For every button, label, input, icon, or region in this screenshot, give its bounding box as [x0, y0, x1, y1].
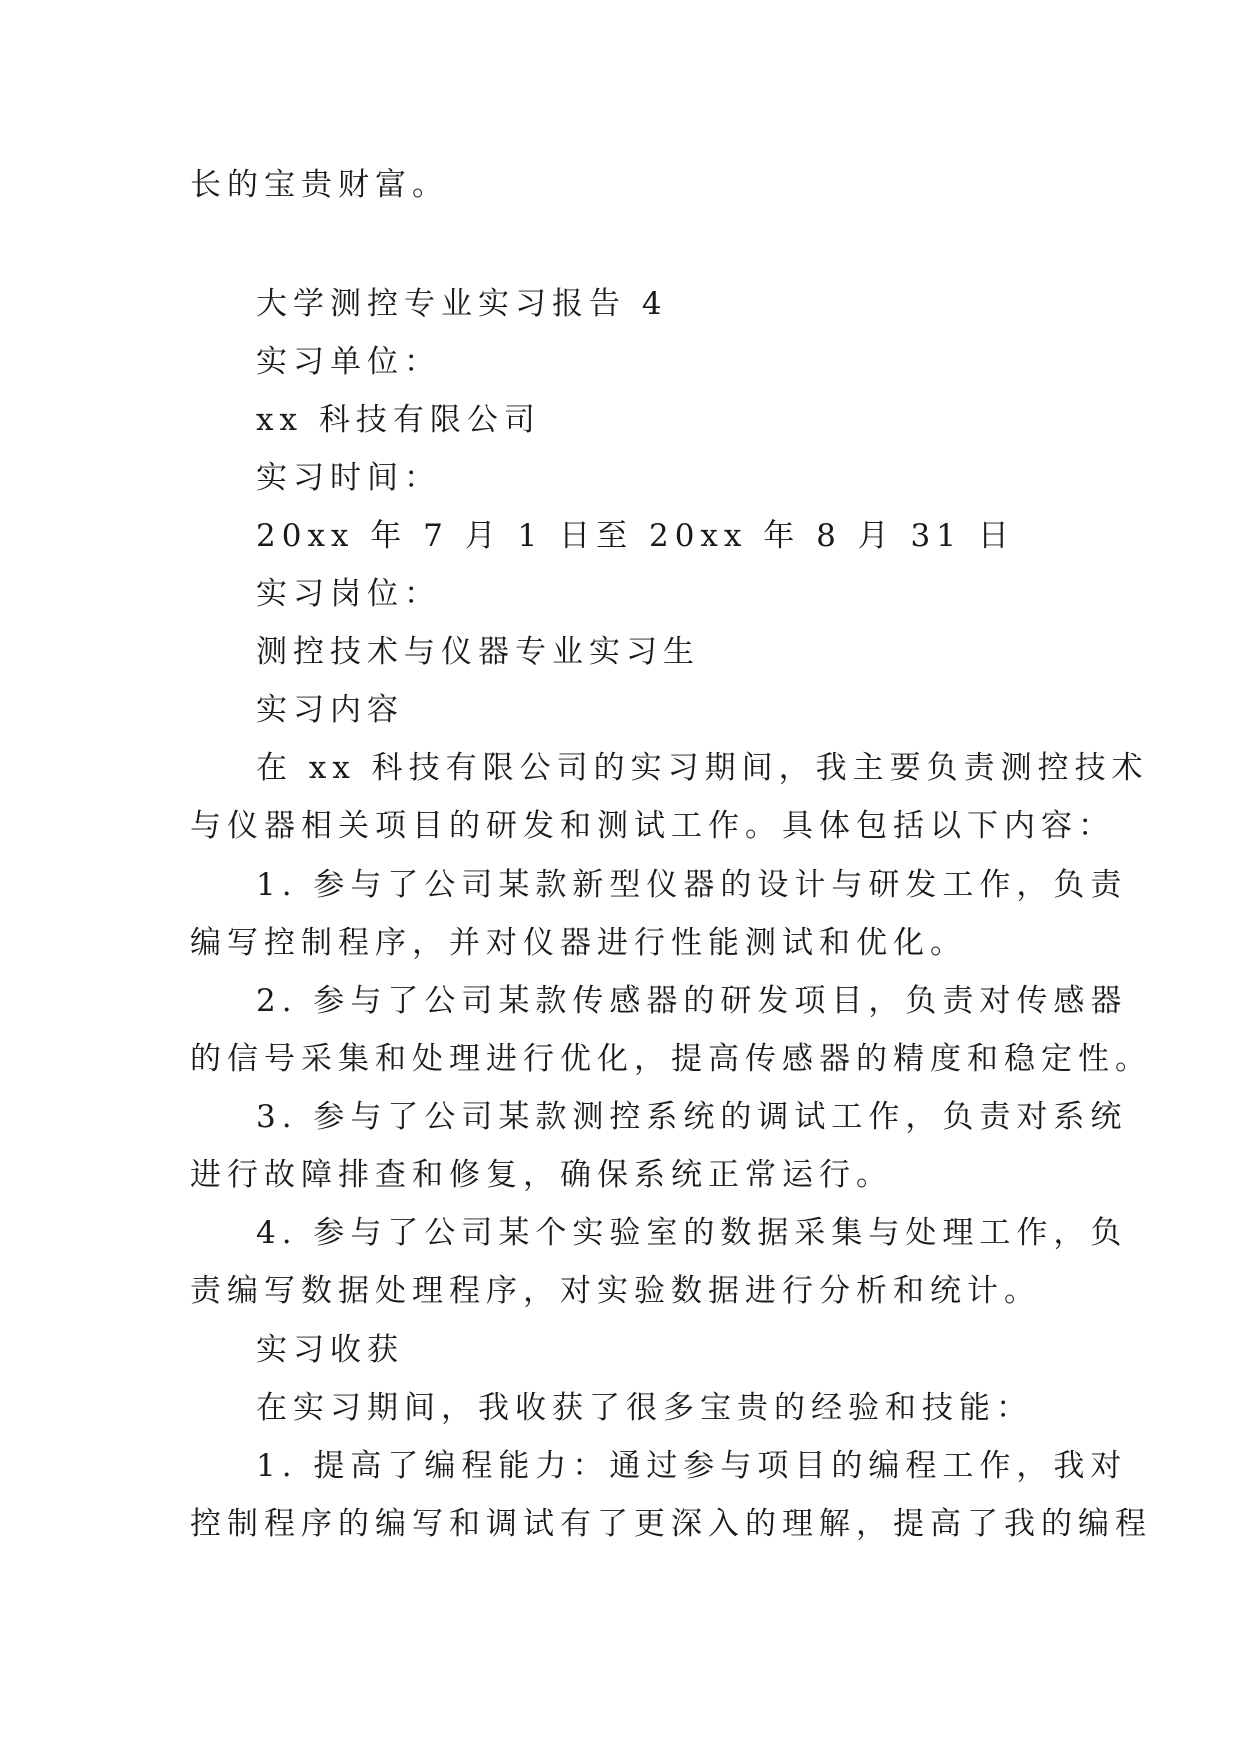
- field-label-position: 实习岗位：: [256, 576, 441, 612]
- text-line: 与仪器相关项目的研发和测试工作。具体包括以下内容：: [190, 808, 1115, 844]
- text-line: 编写控制程序，并对仪器进行性能测试和优化。: [190, 925, 967, 961]
- text-line: 长的宝贵财富。: [190, 167, 449, 203]
- text-line: 进行故障排查和修复，确保系统正常运行。: [190, 1157, 893, 1193]
- text-line: 在实习期间，我收获了很多宝贵的经验和技能：: [256, 1390, 1033, 1426]
- list-item: 1. 提高了编程能力：通过参与项目的编程工作，我对: [256, 1448, 1128, 1484]
- field-value-unit: xx 科技有限公司: [256, 402, 541, 438]
- text-line: 的信号采集和处理进行优化，提高传感器的精度和稳定性。: [190, 1041, 1152, 1077]
- text-line: 在 xx 科技有限公司的实习期间，我主要负责测控技术: [256, 750, 1149, 786]
- list-item: 4. 参与了公司某个实验室的数据采集与处理工作，负: [256, 1215, 1128, 1251]
- list-item: 3. 参与了公司某款测控系统的调试工作，负责对系统: [256, 1099, 1128, 1135]
- field-label-time: 实习时间：: [256, 460, 441, 496]
- text-line: 责编写数据处理程序，对实验数据进行分析和统计。: [190, 1273, 1041, 1309]
- section-title: 大学测控专业实习报告 4: [256, 286, 668, 322]
- list-item: 2. 参与了公司某款传感器的研发项目，负责对传感器: [256, 983, 1128, 1019]
- subheading-gains: 实习收获: [256, 1332, 404, 1368]
- field-value-position: 测控技术与仪器专业实习生: [256, 634, 700, 670]
- field-label-unit: 实习单位：: [256, 344, 441, 380]
- field-value-time: 20xx 年 7 月 1 日至 20xx 年 8 月 31 日: [256, 518, 1015, 554]
- text-line: 控制程序的编写和调试有了更深入的理解，提高了我的编程: [190, 1506, 1152, 1542]
- list-item: 1. 参与了公司某款新型仪器的设计与研发工作，负责: [256, 867, 1128, 903]
- subheading-content: 实习内容: [256, 692, 404, 728]
